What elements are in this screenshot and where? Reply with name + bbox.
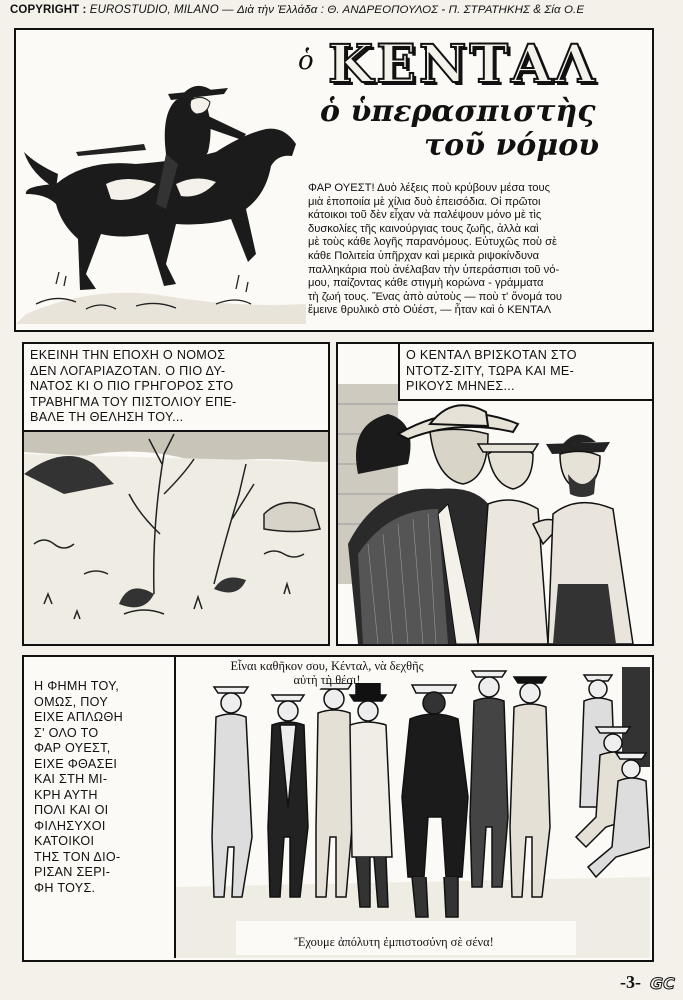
caption-line: ΚΑΙ ΣΤΗ ΜΙ-	[34, 772, 108, 786]
page-number: -3-	[620, 972, 641, 992]
intro-line: μὲ τοὺς κάθε λογῆς παρανόμους. Εὐτυχῶς ποὺ σὲ	[308, 236, 558, 249]
landscape-panel	[22, 342, 330, 646]
greek-publisher-credit: — Διὰ τὴν Ἑλλάδα : Θ. ΑΝΔΡΕΟΠΟΥΛΟΣ - Π. ΣΤΡΑΤΗΚΗΣ & Σία Ο.Ε	[222, 4, 585, 16]
speech-line: Εἶναι καθῆκον σου, Κένταλ, νὰ δεχθῆς	[230, 659, 424, 673]
speech-balloon-top	[212, 659, 442, 687]
townsfolk-crowd-illustration	[176, 657, 650, 958]
caption-line: ΕΚΕΙΝΗ ΤΗΝ ΕΠΟΧΗ Ο ΝΟΜΟΣ	[30, 348, 226, 362]
caption-line: ΟΜΩΣ, ΠΟΥ	[34, 694, 109, 709]
intro-line: κάτοικοι τοῦ δὲν εἶχαν νὰ παλέψουν μόνο μὲ τὶς	[308, 209, 542, 222]
caption-line: Η ΦΗΜΗ ΤΟΥ,	[34, 679, 120, 693]
landscape-caption	[24, 344, 330, 432]
copyright-header	[10, 4, 675, 22]
caption-line: ΦΗ ΤΟΥΣ.	[34, 880, 96, 895]
townsfolk-panel	[22, 655, 654, 962]
caption-line: ΚΡΗ ΑΥΤΗ	[34, 787, 98, 802]
caption-line: ΒΑΛΕ ΤΗ ΘΕΛΗΣΗ ΤΟΥ...	[30, 410, 184, 424]
caption-line: ΠΟΛΙ ΚΑΙ ΟΙ	[34, 803, 109, 817]
town-caption	[398, 344, 654, 401]
intro-line: δυσκολίες τῆς καινούργιας τους ζωῆς, ἀλλὰ καὶ	[308, 222, 539, 235]
story-title	[298, 34, 648, 163]
caption-line: ΤΗΣ ΤΟΝ ΔΙΟ-	[34, 849, 121, 864]
title-article: ὁ	[298, 46, 314, 76]
intro-text	[308, 182, 648, 318]
intro-line: ἔμεινε θρυλικὸ στὸ Οὐέστ, — ἦταν καὶ ὁ ΚΕΝΤΑΛ	[308, 304, 552, 317]
caption-line: ΝΤΟΤΖ-ΣΙΤΥ, ΤΩΡΑ ΚΑΙ ΜΕ-	[406, 363, 575, 378]
scanner-initials-mark: GC	[650, 974, 675, 993]
intro-line: τὴ ζωή τους. Ἕνας ἀπὸ αὐτοὺς — ποὺ τ' ὄνομά του	[308, 290, 562, 303]
speech-line: αὐτὴ τὴ θέσι!	[293, 673, 361, 687]
title-subtitle-line-2: τοῦ νόμου	[424, 128, 600, 163]
title-name: ΚΕΝΤΑΛ	[328, 34, 598, 95]
intro-line: μου, παίζοντας κάθε στιγμὴ κορώνα - γράμματα	[308, 277, 544, 290]
horse-rider-illustration	[16, 34, 306, 324]
title-subtitle-line-1: ὁ ὑπερασπιστὴς	[320, 94, 596, 129]
town-panel	[336, 342, 654, 646]
caption-line: ΡΙΚΟΥΣ ΜΗΝΕΣ...	[406, 379, 515, 393]
caption-line: ΦΙΛΗΣΥΧΟΙ	[34, 818, 106, 833]
caption-line: ΕΙΧΕ ΦΘΑΣΕΙ	[34, 756, 118, 771]
speech-line: Ἔχουμε ἀπόλυτη ἐμπιστοσύνη σὲ σένα!	[294, 935, 494, 949]
caption-line: ΤΡΑΒΗΓΜΑ ΤΟΥ ΠΙΣΤΟΛΙΟΥ ΕΠΕ-	[30, 394, 237, 409]
speech-balloon-bottom	[224, 935, 564, 949]
intro-line: κάθε Πολιτεία ὑπῆρχαν καὶ μερικὰ ριψοκίνδυνα	[308, 249, 540, 262]
caption-line: ΦΑΡ ΟΥΕΣΤ,	[34, 741, 111, 755]
caption-line: Ο ΚΕΝΤΑΛ ΒΡΙΣΚΟΤΑΝ ΣΤΟ	[406, 348, 577, 362]
intro-line: μιὰ ἐποποιία μὲ χίλια δυὸ ἐπεισόδια. Οἱ πρῶτοι	[308, 195, 541, 208]
fame-caption	[24, 657, 176, 958]
caption-line: Σ' ΟΛΟ ΤΟ	[34, 725, 99, 740]
intro-line: παλληκάρια ποὺ ἀνέλαβαν τὴν ὑπεράσπισι τοῦ νό-	[308, 263, 560, 276]
title-panel	[14, 28, 654, 332]
caption-line: ΡΙΣΑΝ ΣΕΡΙ-	[34, 865, 111, 879]
studio-credit: EUROSTUDIO, MILANO	[89, 4, 219, 16]
caption-line: ΕΙΧΕ ΑΠΛΩΘΗ	[34, 710, 124, 724]
copyright-label: COPYRIGHT :	[10, 4, 87, 16]
caption-line: ΚΑΤΟΙΚΟΙ	[34, 834, 95, 848]
intro-line: ΦΑΡ ΟΥΕΣΤ! Δυὸ λέξεις ποὺ κρύβουν μέσα τους	[308, 182, 550, 194]
caption-line: ΔΕΝ ΛΟΓΑΡΙΑΖΟΤΑΝ. Ο ΠΙΟ ΔΥ-	[30, 363, 226, 378]
caption-line: ΝΑΤΟΣ ΚΙ Ο ΠΙΟ ΓΡΗΓΟΡΟΣ ΣΤΟ	[30, 379, 234, 393]
